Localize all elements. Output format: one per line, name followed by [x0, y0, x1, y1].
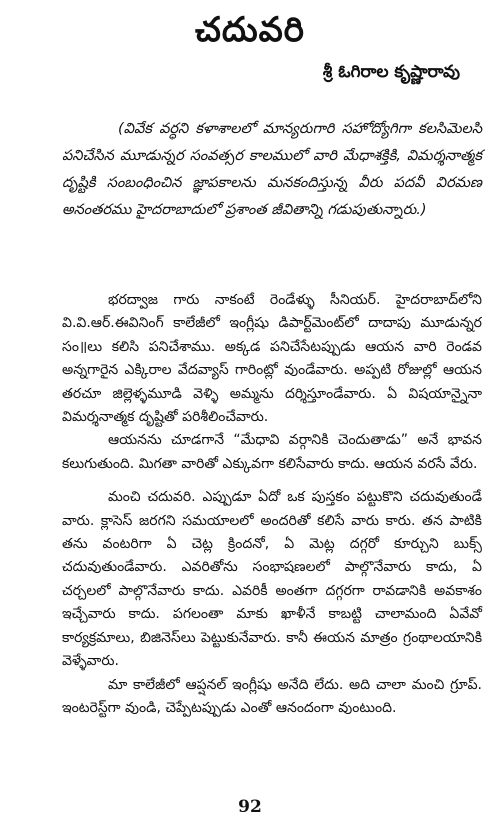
page-title: చదువరి [195, 10, 305, 50]
body-paragraph: ఆయనను చూడగానే “మేధావి వర్గానికి చెందుతాడు” అనే భావన కలుగుతుంది. మిగతా వారితో ఎక్కువగా కలిసేవారు కాదు. ఆయన వరసే వేరు. [62, 432, 482, 472]
author-name: శ్రీ ఓగిరాల కృష్ణారావు [322, 62, 460, 82]
body-text [62, 289, 482, 720]
intro-note [62, 116, 482, 224]
intro-paragraph: (వివేక వర్ధని కళాశాలలో మాన్యరుగారి సహోద్యోగిగా కలసిమెలసి పనిచేసిన మూడున్నర సంవత్సర కాలములో వారి మేధాశక్తికి, విమర్శనాత్మక దృష్టికి సంబంధించిన జ్ఞాపకాలను మనకందిస్తున్న వీరు పదవీ విరమణ అనంతరము హైదరాబాదులో ప్రశాంత జీవితాన్ని గడుపుతున్నారు.) [62, 121, 482, 218]
body-paragraph: మంచి చదువరి. ఎప్పుడూ ఏదో ఒక పుస్తకం పట్టుకొని చదువుతుండే వారు. క్లాసెస్ జరగని సమయాలలో అందరితో కలిసే వారు కారు. తన పాటికి తను వంటరిగా ఏ చెట్ల క్రిందనో, ఏ మెట్ల దగ్గరో కూర్చుని బుక్స్ చదువుతుండేవారు. ఎవరితోను సంభాషణలలో పాల్గొనేవారు కాదు, ఏ చర్చలలో పాల్గొనేవారు కాదు. ఎవరికీ అంతగా దగ్గరగా రావడానికి అవకాశం ఇచ్చేవారు కాదు. పగలంతా మాకు ఖాళీనే కాబట్టి చాలామంది ఏవేవో కార్యక్రమాలు, బిజినెస్‌లు పెట్టుకునేవారు. కానీ ఈయన మాత్రం గ్రంథాలయానికి వెళ్ళేవారు. [62, 489, 482, 670]
page-number: 92 [238, 797, 262, 817]
body-paragraph: భరద్వాజ గారు నాకంటే రెండేళ్ళు సీనియర్. హైదరాబాద్‌లోని వి.వి.ఆర్.ఈవినింగ్ కాలేజీలో ఇంగ్లీషు డిపార్ట్‌మెంట్‌లో దాదాపు మూడున్నర సం॥లు కలిసి పనిచేశాము. అక్కడ పనిచేసేటప్పుడు ఆయన వారి రెండవ అన్నగారైన ఎక్కిరాల వేదవ్యాస్ గారింట్లో వుండేవారు. అప్పటి రోజుల్లో ఆయన తరచూ జిల్లెళ్ళమూడి వెళ్ళి అమ్మను దర్శిస్తూండేవారు. ఏ విషయాన్నైనా విమర్శనాత్మక దృష్టితో పరిశీలించేవారు. [62, 292, 482, 426]
body-paragraph: మా కాలేజీలో ఆప్షనల్ ఇంగ్లీషు అనేది లేదు. అది చాలా మంచి గ్రూప్. ఇంటరెస్ట్‌గా వుండి, చెప్పేటప్పుడు ఎంతో ఆనందంగా వుంటుంది. [62, 676, 482, 716]
